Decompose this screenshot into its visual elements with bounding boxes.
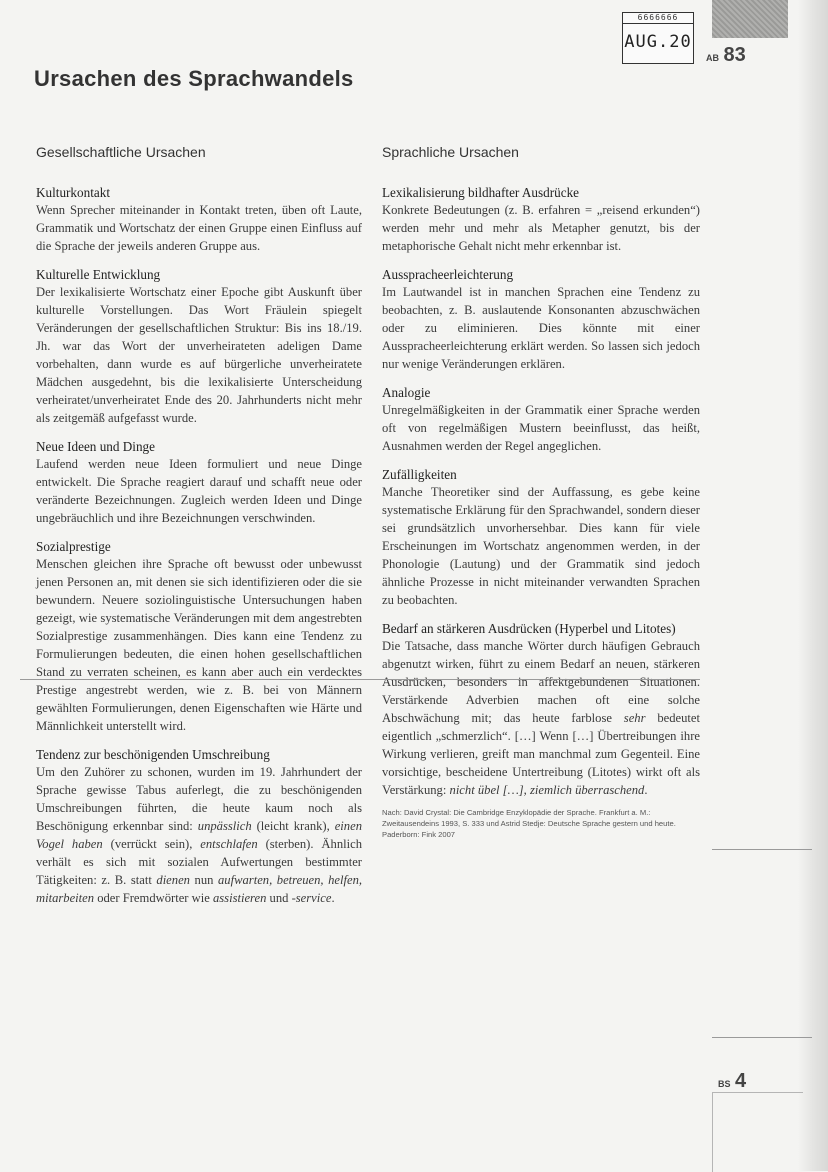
stamp-rings: 6666666 (623, 13, 693, 24)
divider-line (20, 679, 700, 680)
right-column (382, 140, 700, 851)
text-run: . (644, 783, 648, 797)
section-body: Wenn Sprecher miteinander in Kontakt treten, üben oft Laute, Grammatik und Wortschatz der einen Gruppe einen Einfluss auf die Sprache der jeweils anderen Gruppe aus. (36, 203, 362, 253)
section-title: Kulturelle Entwicklung (36, 267, 161, 282)
section-sozialprestige (36, 538, 362, 735)
text-run: nun (189, 873, 218, 887)
section-lexikalisierung (382, 184, 700, 255)
page-title: Ursachen des Sprachwandels (34, 66, 354, 91)
text-run: und (266, 891, 292, 905)
text-run: Die Tatsache, dass manche Wörter durch häufigen Gebrauch abgenutzt wirken, führt zu einem Bedarf an neuen, stärkeren Ausdrücken, besonders in affektgebundenen Situationen. Verstärkende Adverbien machen oft eine solche Abschwächung mit; das heute farblose (382, 639, 700, 725)
margin-line (712, 1037, 812, 1038)
example-term: sehr (623, 711, 646, 725)
section-body: Laufend werden neue Ideen formuliert und neue Dinge entwickelt. Die Sprache reagiert darauf und schafft neue oder veränderte Bezeichnungen. Zugleich werden Ideen und Dinge ungebräuchlich und ihre Bezeichnungen verschwinden. (36, 457, 362, 525)
section-body: Menschen gleichen ihre Sprache oft bewusst oder unbewusst jenen Personen an, mit denen sie sich identifizieren oder die sie bewundern. Neuere soziolinguistische Untersuchungen haben gezeigt, wie systematische Veränderungen mit dem angestrebten Sozialprestige zusammenhängen. Dies kann eine Tendenz zu Formulierungen bedeuten, die einen hohen gesellschaftlichen Stand zu verraten scheinen, es kann aber auch ein verdecktes Prestige angestrebt werden, wie z. B. bei von Männern gewählten Formulierungen, denen Eigenschaften wie Härte und Männlichkeit unterstellt wird. (36, 557, 362, 733)
example-term: entschlafen (200, 837, 258, 851)
text-run: Um den Zuhörer zu schonen, wurden im 19. Jahrhundert der Sprache gewisse Tabus auferlegt, die zu beschönigenden Umschreibungen führten, die heute kaum noch als Beschönigung erkennbar sind: (36, 765, 362, 833)
section-title: Aussprachеerleichterung (382, 267, 514, 282)
scan-corner-smudge (712, 0, 788, 38)
text-run: oder Fremdwörter wie (94, 891, 213, 905)
example-term: unpässlich (197, 819, 252, 833)
left-column (36, 140, 362, 918)
stamp-date: AUG.20 (624, 32, 692, 52)
section-neue-ideen (36, 438, 362, 527)
footer-reference-number: 4 (734, 1070, 747, 1092)
example-term: dienen (156, 873, 190, 887)
footer-reference (718, 1070, 746, 1093)
example-term: nicht übel […], ziemlich überraschend (449, 783, 645, 797)
page-reference (706, 44, 746, 67)
text-run: . (331, 891, 335, 905)
text-run: (verrückt sein), (102, 837, 201, 851)
section-kulturkontakt (36, 184, 362, 255)
text-run: bedeutet eigentlich „schmerzlich“. […] Wenn […] Übertreibungen ihre Wirkung verlieren, greift man manchmal zum Gegenteil. Eine vorsichtige, bescheidene Untertreibung (Litotes) wirkt oft als Verstärkung: (382, 711, 701, 797)
text-run: (leicht krank), (251, 819, 335, 833)
scan-edge-shadow (798, 0, 828, 1171)
example-term: aufwarten, betreuen, helfen, mitarbeiten (36, 873, 363, 905)
section-title: Bedarf an stärkeren Ausdrücken (Hyperbel und Litotes) (382, 621, 676, 636)
section-kulturelle-entwicklung (36, 266, 362, 427)
section-body: Im Lautwandel ist in manchen Sprachen eine Tendenz zu beobachten, z. B. auslautende Konsonanten abzuschwächen oder zu eliminieren. Dies könnte mit einer Ausspracheerleichterung erklärt werden. So lassen sich jedoch nur wenige Veränderungen erklären. (382, 285, 700, 371)
section-hyperbel-litotes (382, 620, 700, 840)
section-ausspracheerleichterung (382, 266, 700, 373)
section-body: Manche Theoretiker sind der Auffassung, es gebe keine systematische Erklärung für den Sprachwandel, sondern dieser sei grundsätzlich unvorhersehbar. Dies kann für viele Erscheinungen im Wortschatz angenommen werden, in der Phonologie (Lautung) und der Grammatik sind jedoch ähnliche Prozesse in nicht miteinander verwandten Sprachen zu beobachten. (382, 485, 700, 607)
section-title: Zufälligkeiten (382, 467, 457, 482)
page-reference-number: 83 (723, 44, 746, 66)
date-stamp (622, 12, 694, 64)
page-reference-prefix: AB (706, 53, 719, 63)
footer-reference-prefix: BS (718, 1079, 731, 1089)
section-body (382, 637, 700, 799)
section-title: Analogie (382, 385, 431, 400)
left-column-heading: Gesellschaftliche Ursachen (36, 144, 206, 160)
section-title: Tendenz zur beschönigenden Umschreibung (36, 747, 270, 762)
text-run: (sterben). Ähnlich verhält es sich mit sozialen Aufwertungen bestimmter Tätigkeiten: z. B. statt (36, 837, 363, 887)
section-beschoenigende-umschreibung (36, 746, 362, 907)
right-column-heading: Sprachliche Ursachen (382, 144, 519, 160)
margin-line (712, 849, 812, 850)
section-title: Neue Ideen und Dinge (36, 439, 156, 454)
section-body: Unregelmäßigkeiten in der Grammatik einer Sprache werden oft von regelmäßigen Mustern beeinflusst, das heißt, Ausnahmen werden der Regel angeglichen. (382, 403, 700, 453)
section-body (36, 763, 362, 907)
section-title: Kulturkontakt (36, 185, 110, 200)
example-term: -service (291, 891, 332, 905)
bottom-corner-box (712, 1092, 803, 1172)
section-body: Der lexikalisierte Wortschatz einer Epoche gibt Auskunft über kulturelle Vorstellungen. Das Wort Fräulein spiegelt Veränderungen der gesellschaftlichen Struktur: Bis ins 18./19. Jh. war das Wort der unverheirateten adeligen Dame vorbehalten, dann wurde es auf bürgerliche unverheiratete Mädchen ausgedehnt, bis die lexikalisierte Unterscheidung verheiratet/unverheiratet Ende des 20. Jahrhunderts nicht mehr als zeitgemäß aufgefasst wurde. (36, 285, 362, 425)
section-title: Lexikalisierung bildhafter Ausdrücke (382, 185, 580, 200)
section-zufaelligkeiten (382, 466, 700, 609)
example-term: einen Vogel haben (36, 819, 362, 851)
source-citation: Nach: David Crystal: Die Cambridge Enzyklopädie der Sprache. Frankfurt a. M.: Zweitausendeins 1993, S. 333 und Astrid Stedje: Deutsche Sprache gestern und heute. Paderborn: Fink 2007 (382, 808, 676, 839)
example-term: assistieren (212, 891, 267, 905)
section-title: Sozialprestige (36, 539, 111, 554)
section-analogie (382, 384, 700, 455)
section-body: Konkrete Bedeutungen (z. B. erfahren = „reisend erkunden“) werden mehr und mehr als Metapher genutzt, bis der metaphorische Gehalt nicht mehr erkennbar ist. (382, 203, 700, 253)
